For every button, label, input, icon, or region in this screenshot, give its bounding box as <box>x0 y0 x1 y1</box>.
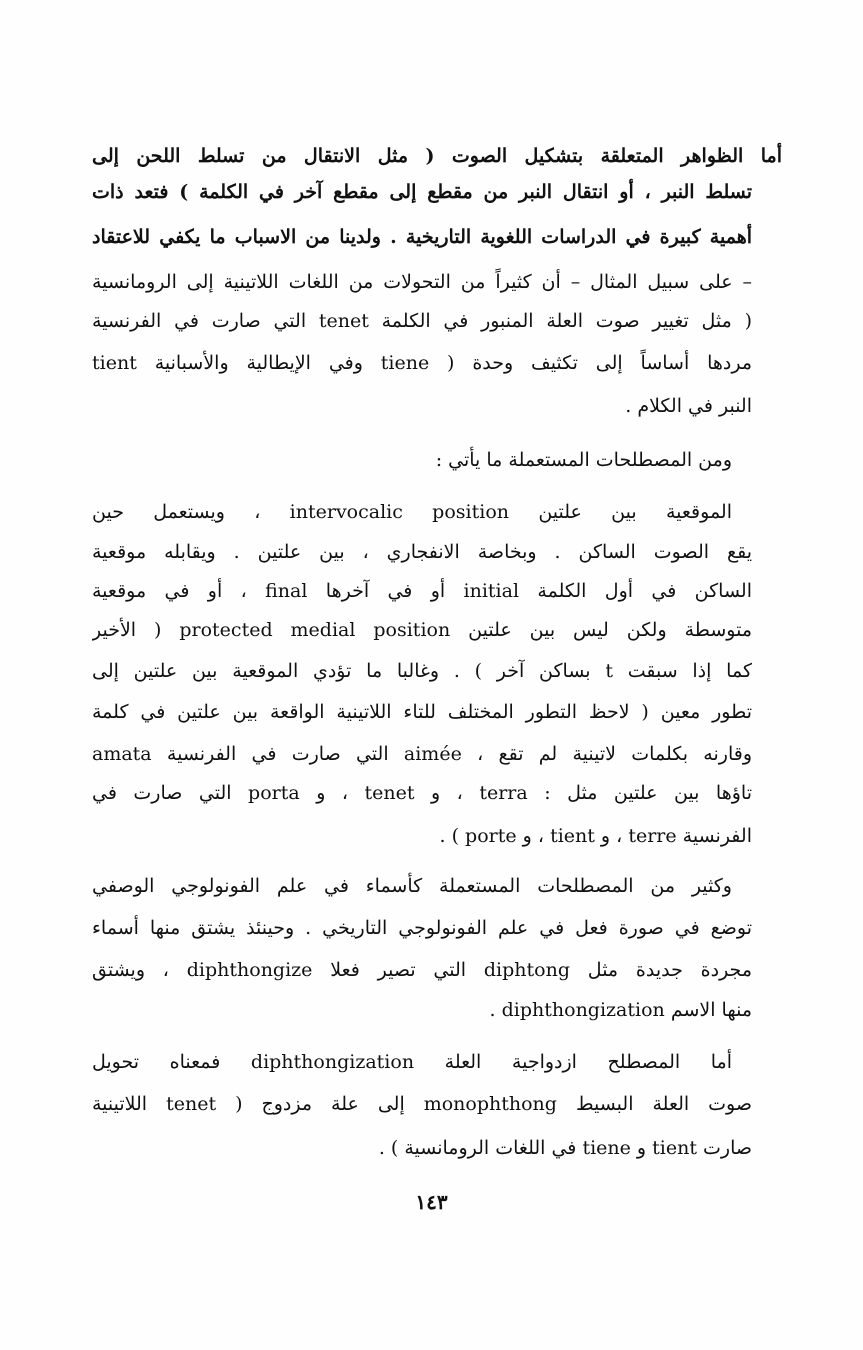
text-line: صوت العلة البسيط monophthong إلى علة مزدوج ( tenet اللاتينية <box>92 1093 752 1115</box>
text-line: تسلط النبر ، أو انتقال النبر من مقطع إلى مقطع آخر في الكلمة ) فتعد ذات <box>92 181 752 203</box>
text-line: أما الظواهر المتعلقة بتشكيل الصوت ( مثل الانتقال من تسلط اللحن إلى <box>92 145 782 167</box>
text-line: متوسطة ولكن ليس بين علتين protected medial position ( الأخير <box>92 619 752 641</box>
text-line: يقع الصوت الساكن . وبخاصة الانفجاري ، بين علتين . ويقابله موقعية <box>92 541 752 563</box>
text-line: – على سبيل المثال – أن كثيراً من التحولات من اللغات اللاتينية إلى الرومانسية <box>92 271 752 293</box>
text-line: ومن المصطلحات المستعملة ما يأتي : <box>435 449 732 471</box>
text-line: صارت tient و tiene في اللغات الرومانسية ) . <box>378 1137 752 1159</box>
text-line: الساكن في أول الكلمة initial أو في آخرها final ، أو في موقعية <box>92 580 752 602</box>
text-line: مجردة جديدة مثل diphtong التي تصير فعلا diphthongize ، ويشتق <box>92 959 752 981</box>
text-line: تطور معين ( لاحظ التطور المختلف للتاء اللاتينية الواقعة بين علتين في كلمة <box>92 701 752 723</box>
text-line: tient وفي الإيطالية والأسبانية tiene ) مردها أساساً إلى تكثيف وحدة <box>92 352 752 374</box>
text-line: كما إذا سبقت t بساكن آخر ) . وغالبا ما تؤدي الموقعية بين علتين إلى <box>92 660 752 682</box>
text-line: تاؤها بين علتين مثل : terra ، و tenet ، و porta التي صارت في <box>92 782 752 804</box>
text-line: وكثير من المصطلحات المستعملة كأسماء في علم الفونولوجي الوصفي <box>92 875 732 897</box>
text-line: الفرنسية terre ، و tient ، و porte ) . <box>439 825 752 847</box>
text-line: أهمية كبيرة في الدراسات اللغوية التاريخية . ولدينا من الاسباب ما يكفي للاعتقاد <box>92 226 752 248</box>
text-line: ( مثل تغيير صوت العلة المنبور في الكلمة tenet التي صارت في الفرنسية <box>92 310 752 332</box>
text-line: توضع في صورة فعل في علم الفونولوجي التاريخي . وحينئذ يشتق منها أسماء <box>92 917 752 939</box>
text-line: أما المصطلح ازدواجية العلة diphthongization فمعناه تحويل <box>92 1051 732 1073</box>
page-number: ١٤٣ <box>415 1190 448 1214</box>
text-line: الموقعية بين علتين intervocalic position ، ويستعمل حين <box>92 501 732 523</box>
text-line: amata التي صارت في الفرنسية aimée ، وقارنه بكلمات لاتينية لم تقع <box>92 743 752 765</box>
text-line: منها الاسم diphthongization . <box>489 999 752 1021</box>
text-line: النبر في الكلام . <box>625 395 752 417</box>
